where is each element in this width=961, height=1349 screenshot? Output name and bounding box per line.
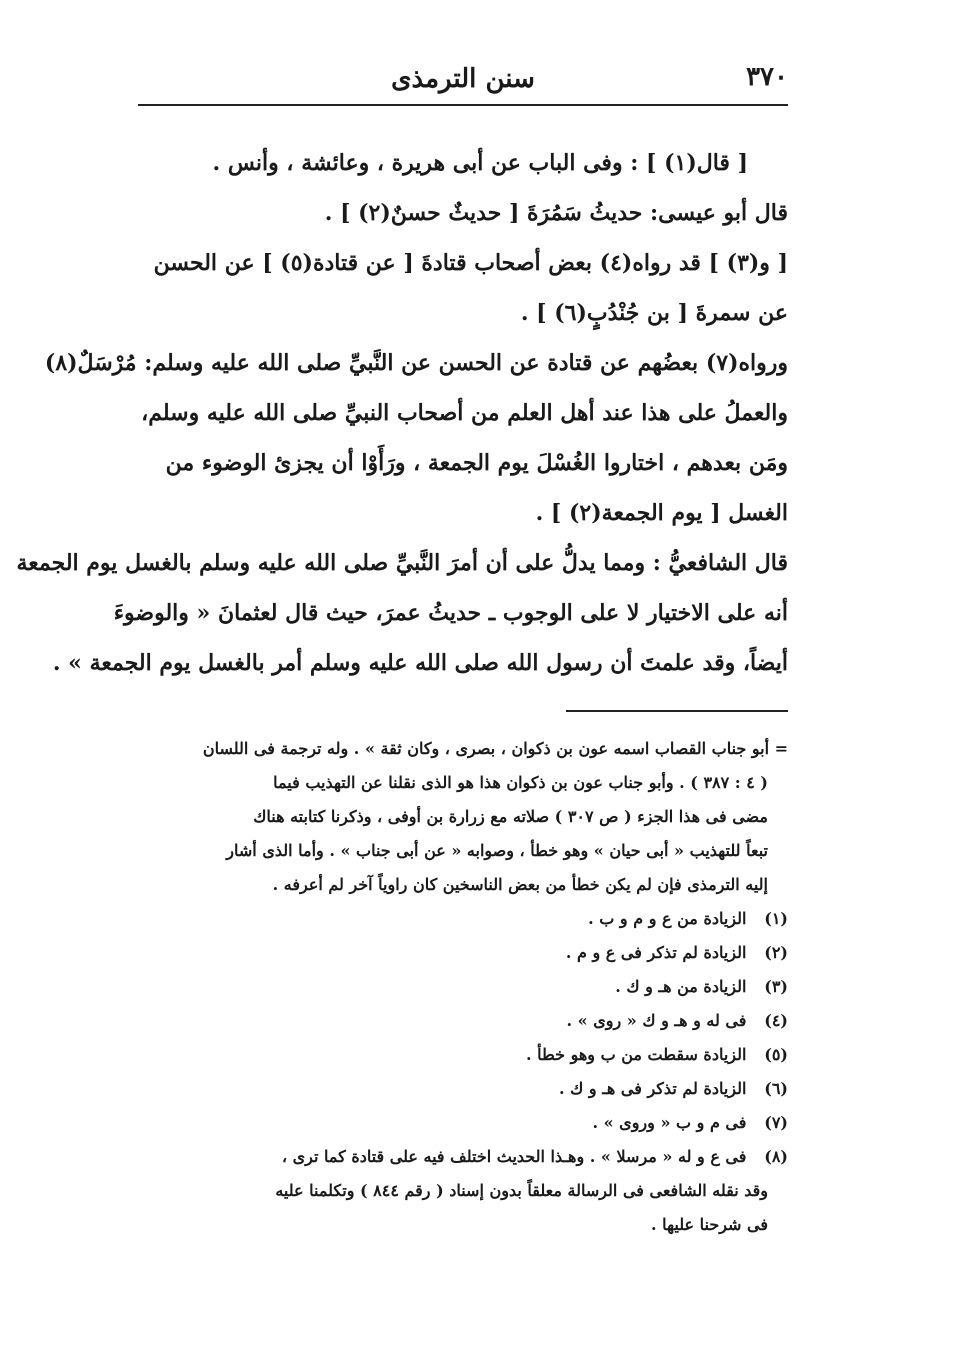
footnote-text: الزيادة سقطت من ب وهو خطأ . <box>525 1045 747 1064</box>
footnote-text: الزيادة من هـ و ك . <box>615 977 747 996</box>
text-line: قال أبو عيسى: حديثُ سَمُرَةَ [ حديثٌ حسنٌ(٢) ] . <box>324 200 788 226</box>
text-line: الغسل [ يوم الجمعة(٢) ] . <box>535 500 788 526</box>
text-line: قال الشافعيُّ : ومما يدلُّ على أن أمرَ النَّبيِّ صلى الله عليه وسلم بالغسل يوم الجمعة <box>16 550 788 576</box>
text-line: أنه على الاختيار لا على الوجوب ـ حديثُ عمرَ، حيث قال لعثمانَ « والوضوءَ <box>113 600 788 626</box>
text-line: ومَن بعدهم ، اختاروا الغُسْلَ يوم الجمعة ، ورَأَوْا أن يجزئ الوضوء من <box>165 450 788 476</box>
footnote-item <box>118 936 788 970</box>
page-header <box>138 58 788 102</box>
footnote-item <box>118 1004 788 1038</box>
footnote-number: (٤) <box>764 1011 788 1030</box>
text-line: والعملُ على هذا عند أهل العلم من أصحاب النبيِّ صلى الله عليه وسلم، <box>141 400 788 426</box>
footnote-number: (٢) <box>764 943 788 962</box>
footnote-item <box>118 1106 788 1140</box>
footnote-item <box>118 970 788 1004</box>
continued-note-line: مضى فى هذا الجزء ( ص ٣٠٧ ) صلاته مع زرارة بن أوفى ، وذكرنا كتابته هناك <box>253 807 768 826</box>
footnote-number: (٦) <box>764 1079 788 1098</box>
footnote-item <box>118 1140 788 1174</box>
footnote-continuation: فى شرحنا عليها . <box>650 1215 768 1234</box>
footnote-text: الزيادة لم تذكر فى ع و م . <box>565 943 747 962</box>
footnote-item <box>118 902 788 936</box>
continued-note-line: إليه الترمذى فإن لم يكن خطأ من بعض الناسخين كان راوياً آخر لم أعرفه . <box>272 875 768 894</box>
footnote-continuation: وقد نقله الشافعى فى الرسالة معلقاً بدون إسناد ( رقم ٨٤٤ ) وتكلمنا عليه <box>275 1181 768 1200</box>
text-line: أيضاً، وقد علمتَ أن رسول الله صلى الله عليه وسلم أمر بالغسل يوم الجمعة » . <box>52 650 788 676</box>
footnotes <box>118 732 788 1242</box>
footnote-text: فى ع و له « مرسلا » . وهـذا الحديث اختلف فيه على قتادة كما ترى ، <box>281 1147 747 1166</box>
footnote-item <box>118 1038 788 1072</box>
header-divider <box>138 104 788 106</box>
footnote-number: (٧) <box>764 1113 788 1132</box>
footnote-text: فى م و ب « وروى » . <box>592 1113 747 1132</box>
main-text <box>16 138 788 688</box>
continued-note-line: ( ٤ : ٣٨٧ ) . وأبو جناب عون بن ذكوان هذا هو الذى نقلنا عن التهذيب فيما <box>273 773 768 792</box>
footnote-item <box>118 1072 788 1106</box>
footnote-text: فى له و هـ و ك « روى » . <box>566 1011 747 1030</box>
footnote-text: الزيادة لم تذكر فى هـ و ك . <box>559 1079 747 1098</box>
page-number: ٣٧٠ <box>746 62 788 92</box>
footnote-number: (١) <box>764 909 788 928</box>
continued-note-line: تبعاً للتهذيب « أبى حيان » وهو خطأ ، وصوابه « عن أبى جناب » . وأما الذى أشار <box>226 841 768 860</box>
text-line: [ قال(١) ] : وفى الباب عن أبى هريرة ، وعائشة ، وأنس . <box>212 150 748 176</box>
footnote-divider <box>566 710 788 712</box>
footnote-number: (٥) <box>764 1045 788 1064</box>
text-line: [ و(٣) ] قد رواه(٤) بعض أصحاب قتادةَ [ عن قتادة(٥) ] عن الحسن <box>153 250 788 276</box>
running-title: سنن الترمذى <box>391 64 535 94</box>
text-line: ورواه(٧) بعضُهم عن قتادة عن الحسن عن النَّبيِّ صلى الله عليه وسلم: مُرْسَلٌ(٨) <box>44 350 788 376</box>
continued-note-line: = أبو جناب القصاب اسمه عون بن ذكوان ، بصرى ، وكان ثقة » . وله ترجمة فى اللسان <box>202 739 788 758</box>
footnote-number: (٣) <box>764 977 788 996</box>
text-line: عن سمرةَ [ بن جُنْدُبٍ(٦) ] . <box>520 300 788 326</box>
footnote-number: (٨) <box>764 1147 788 1166</box>
footnote-text: الزيادة من ع و م و ب . <box>588 909 747 928</box>
